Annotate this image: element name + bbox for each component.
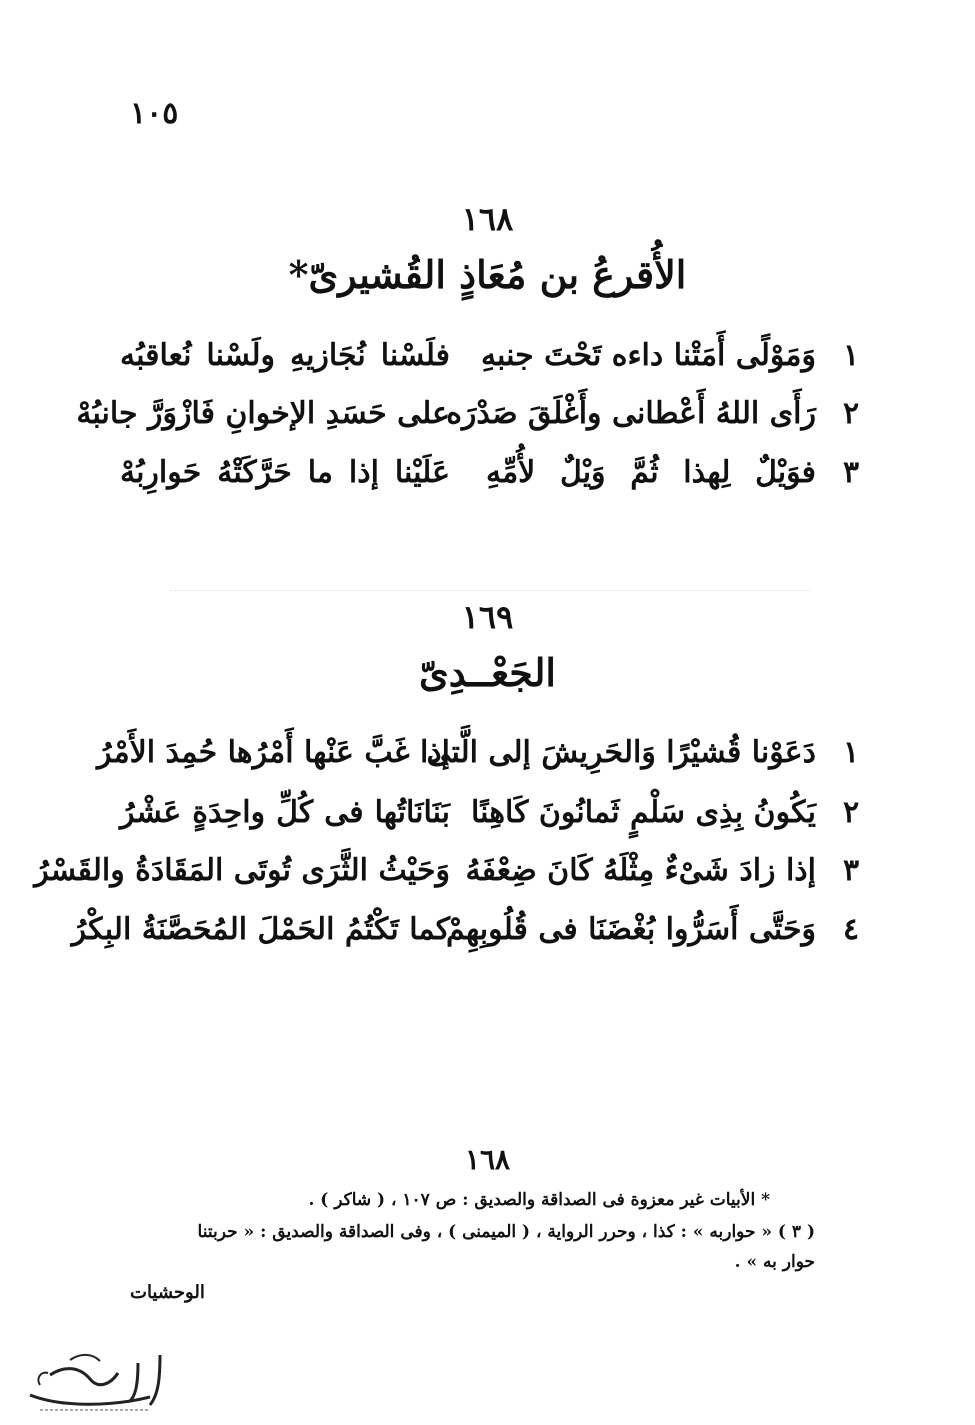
poet-name: الجَعْــدِىّ — [419, 650, 556, 695]
verse-first-hemistich: وَحَتَّى أَسَرُّوا بُغْضَنَا فى قُلُوبِهِمْ — [445, 912, 816, 947]
verse-number: ١ — [842, 735, 860, 770]
verse-line — [120, 795, 860, 839]
poet-name: الأُقرعُ بن مُعَاذٍ القُشيرىّ* — [288, 252, 687, 297]
verse-first-hemistich: وَمَوْلًى أَمَتْنا داءه تَحْتَ جنبهِ — [480, 338, 816, 373]
verse-line — [120, 338, 860, 382]
poem-number: ١٦٨ — [461, 200, 514, 238]
verse-number: ٤ — [842, 912, 860, 947]
verse-second-hemistich: على حَسَدِ الإخوانِ فَازْوَرَّ جانبُهْ — [76, 396, 450, 431]
footnote-line: حوار به » . — [734, 1252, 815, 1272]
footnotes-heading: ١٦٨ — [464, 1143, 511, 1176]
verse-line — [76, 396, 860, 440]
page-number: ١٠٥ — [130, 96, 179, 131]
verse-line — [97, 735, 860, 779]
verse-line — [34, 853, 860, 897]
calligraphy-logo-icon — [10, 1335, 180, 1415]
verse-number: ٣ — [842, 455, 860, 490]
footnote-line: ( ٣ ) « حواربه » : كذا ، وحرر الرواية ، ( الميمنى ) ، وفى الصداقة والصديق : « حربتنا — [197, 1222, 815, 1242]
verse-line — [71, 912, 860, 956]
verse-second-hemistich: بَنَانَاتُها فى كُلِّ واحِدَةٍ عَشْرُ — [120, 795, 450, 830]
verse-first-hemistich: فوَيْلٌ لِهذا ثُمَّ وَيْلٌ لأُمِّهِ — [486, 455, 816, 490]
verse-second-hemistich: إذا غَبَّ عَنْها أَمْرُها حُمِدَ الأَمْرُ — [97, 735, 450, 770]
book-title: الوحشيات — [130, 1282, 205, 1303]
verse-second-hemistich: فلَسْنا نُجَازيهِ ولَسْنا نُعاقبُه — [120, 338, 450, 373]
verse-first-hemistich: إذا زادَ شَىْءٌ مِثْلَهُ كَانَ ضِعْفَهُ — [465, 853, 816, 888]
verse-number: ٢ — [842, 396, 860, 431]
verse-second-hemistich: كما تَكْتُمُ الحَمْلَ المُحَصَّنَةُ البِكْرُ — [71, 912, 450, 947]
verse-number: ١ — [842, 338, 860, 373]
verse-second-hemistich: عَلَيْنا إذا ما حَرَّكَتْهُ حَوارِبُهْ — [120, 455, 450, 490]
footnote-line: * الأبيات غير معزوة فى الصداقة والصديق : ص ١٠٧ ، ( شاكر ) . — [308, 1190, 770, 1210]
verse-number: ٣ — [842, 853, 860, 888]
verse-line — [120, 455, 860, 499]
verse-first-hemistich: يَكُونُ بِذِى سَلْمٍ ثَمانُونَ كَاهِنًا — [471, 795, 816, 830]
verse-number: ٢ — [842, 795, 860, 830]
verse-first-hemistich: دَعَوْنا قُشيْرًا وَالحَرِيشَ إلى الَّتى — [426, 735, 816, 770]
poem-number: ١٦٩ — [461, 598, 514, 636]
verse-second-hemistich: وَحَيْثُ الثَّرَى تُوتَى المَقَادَةُ والقَسْرُ — [34, 853, 450, 888]
verse-first-hemistich: رَأَى اللهُ أَعْطانى وأَغْلَقَ صَدْرَه — [446, 396, 816, 431]
